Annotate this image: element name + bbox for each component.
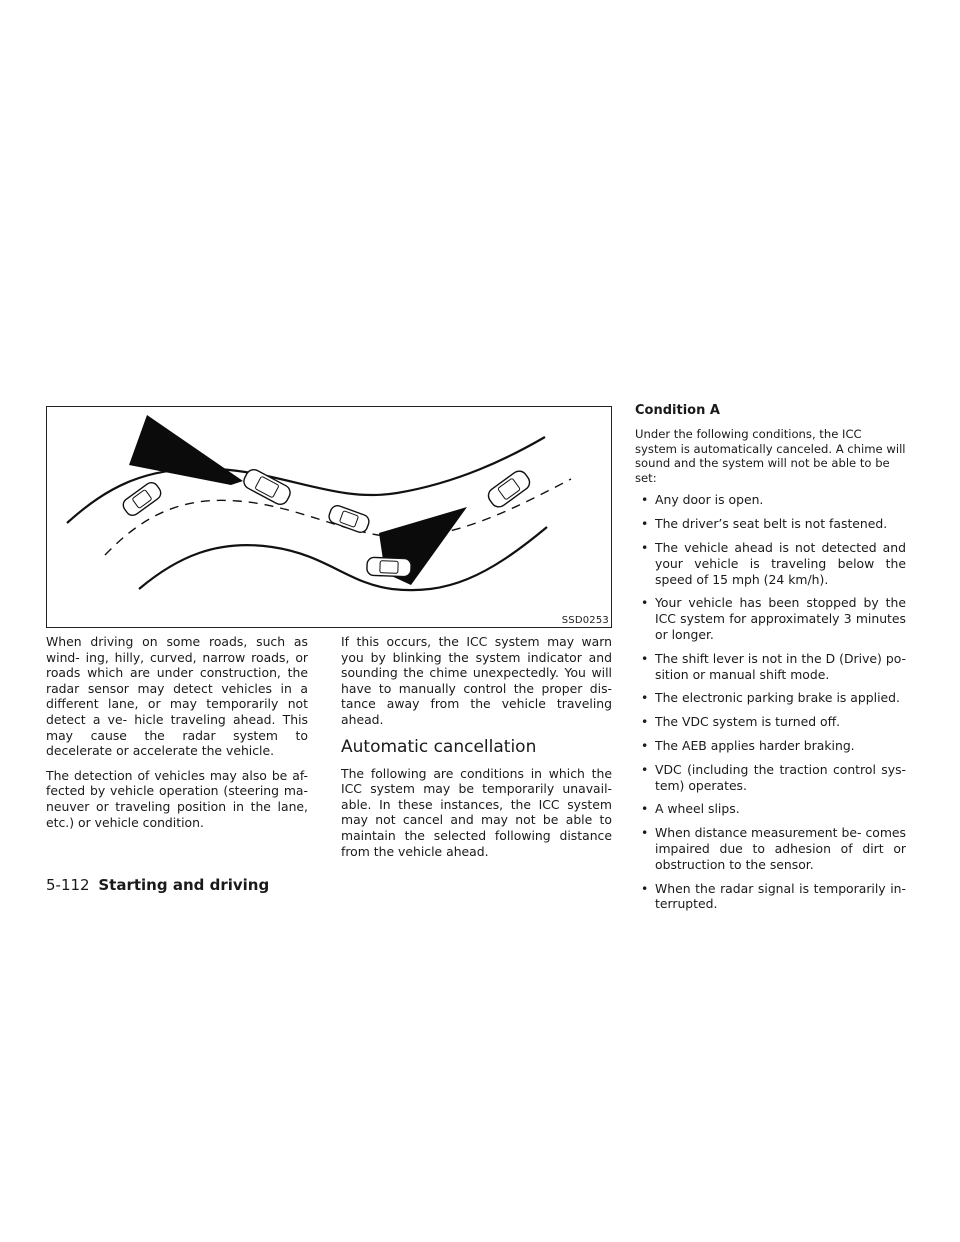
car-far-left — [121, 480, 164, 518]
list-item: • VDC (including the traction control sys- tem) operates. — [641, 761, 906, 793]
paragraph-icc-warning: If this occurs, the ICC system may warn you by blinking the system indicator and sounding the chime unexpectedly. You will have to manually control the proper dis- tance away from the vehicle traveling ahead. — [341, 634, 612, 727]
radar-detection-illustration — [46, 406, 612, 628]
car-with-radar-left — [241, 467, 293, 507]
list-item: • Your vehicle has been stopped by the ICC system for approximately 3 minutes or longer. — [641, 595, 906, 642]
condition-a-list — [635, 492, 906, 912]
list-item: • When distance measurement be- comes impaired due to adhesion of dirt or obstruction to the sensor. — [641, 825, 906, 872]
road-curve-diagram — [47, 407, 611, 627]
list-item: • Any door is open. — [641, 492, 764, 508]
figure-id: SSD0253 — [561, 615, 609, 626]
bullet-icon: • — [641, 539, 649, 555]
bullet-icon: • — [641, 650, 649, 666]
list-item: • When the radar signal is temporarily in- terrupted. — [641, 880, 906, 912]
column-3 — [635, 402, 906, 920]
car-middle — [327, 504, 371, 535]
list-item: • The shift lever is not in the D (Drive) po- sition or manual shift mode. — [641, 650, 906, 682]
column-1 — [46, 634, 308, 839]
paragraph-unavailable-conditions: The following are conditions in which the ICC system may be temporarily unavail- able. In these instances, the ICC system may not cancel and may not be able to maintain the selected following distance from the vehicle ahead. — [341, 765, 612, 859]
page-footer — [46, 876, 269, 894]
road-lower-edge — [139, 527, 547, 590]
bullet-icon: • — [641, 825, 649, 841]
section-heading-automatic-cancellation: Automatic cancellation — [341, 736, 537, 757]
list-item: • The electronic parking brake is applied. — [641, 690, 900, 706]
list-item: • The vehicle ahead is not detected and your vehicle is traveling below the speed of 15 mph (24 km/h). — [641, 539, 906, 587]
section-title: Starting and driving — [98, 876, 270, 894]
list-item: • The AEB applies harder braking. — [641, 737, 855, 753]
subheading-condition-a: Condition A — [635, 403, 720, 418]
bullet-icon: • — [641, 880, 649, 896]
bullet-icon: • — [641, 801, 649, 817]
car-with-radar-bottom — [367, 557, 412, 577]
bullet-icon: • — [641, 714, 649, 730]
list-item: • The VDC system is turned off. — [641, 714, 841, 730]
bullet-icon: • — [641, 690, 649, 706]
bullet-icon: • — [641, 737, 649, 753]
paragraph-condition-a-intro: Under the following conditions, the ICC system is automatically canceled. A chime will sound and the system will not be able to be set: — [635, 427, 906, 485]
list-item: • The driver’s seat belt is not fastened. — [641, 516, 888, 532]
paragraph-road-conditions: When driving on some roads, such as wind- ing, hilly, curved, narrow roads, or roads which are under construction, the radar sensor may detect vehicles in a different lane, or may temporarily not detect a ve- hicle traveling ahead. This may cause the radar system to decelerate or accelerate the vehicle. — [46, 634, 308, 759]
page-number: 5-112 — [46, 876, 90, 894]
paragraph-detection-affected: The detection of vehicles may also be af- fected by vehicle operation (steering ma- neuver or traveling position in the lane, etc.) or vehicle condition. — [46, 767, 308, 830]
car-far-right — [485, 468, 532, 510]
bullet-icon: • — [641, 516, 649, 532]
bullet-icon: • — [641, 492, 649, 508]
column-2 — [341, 634, 612, 868]
bullet-icon: • — [641, 595, 649, 611]
bullet-icon: • — [641, 761, 649, 777]
list-item: • A wheel slips. — [641, 801, 740, 817]
radar-beam-left — [129, 415, 243, 485]
